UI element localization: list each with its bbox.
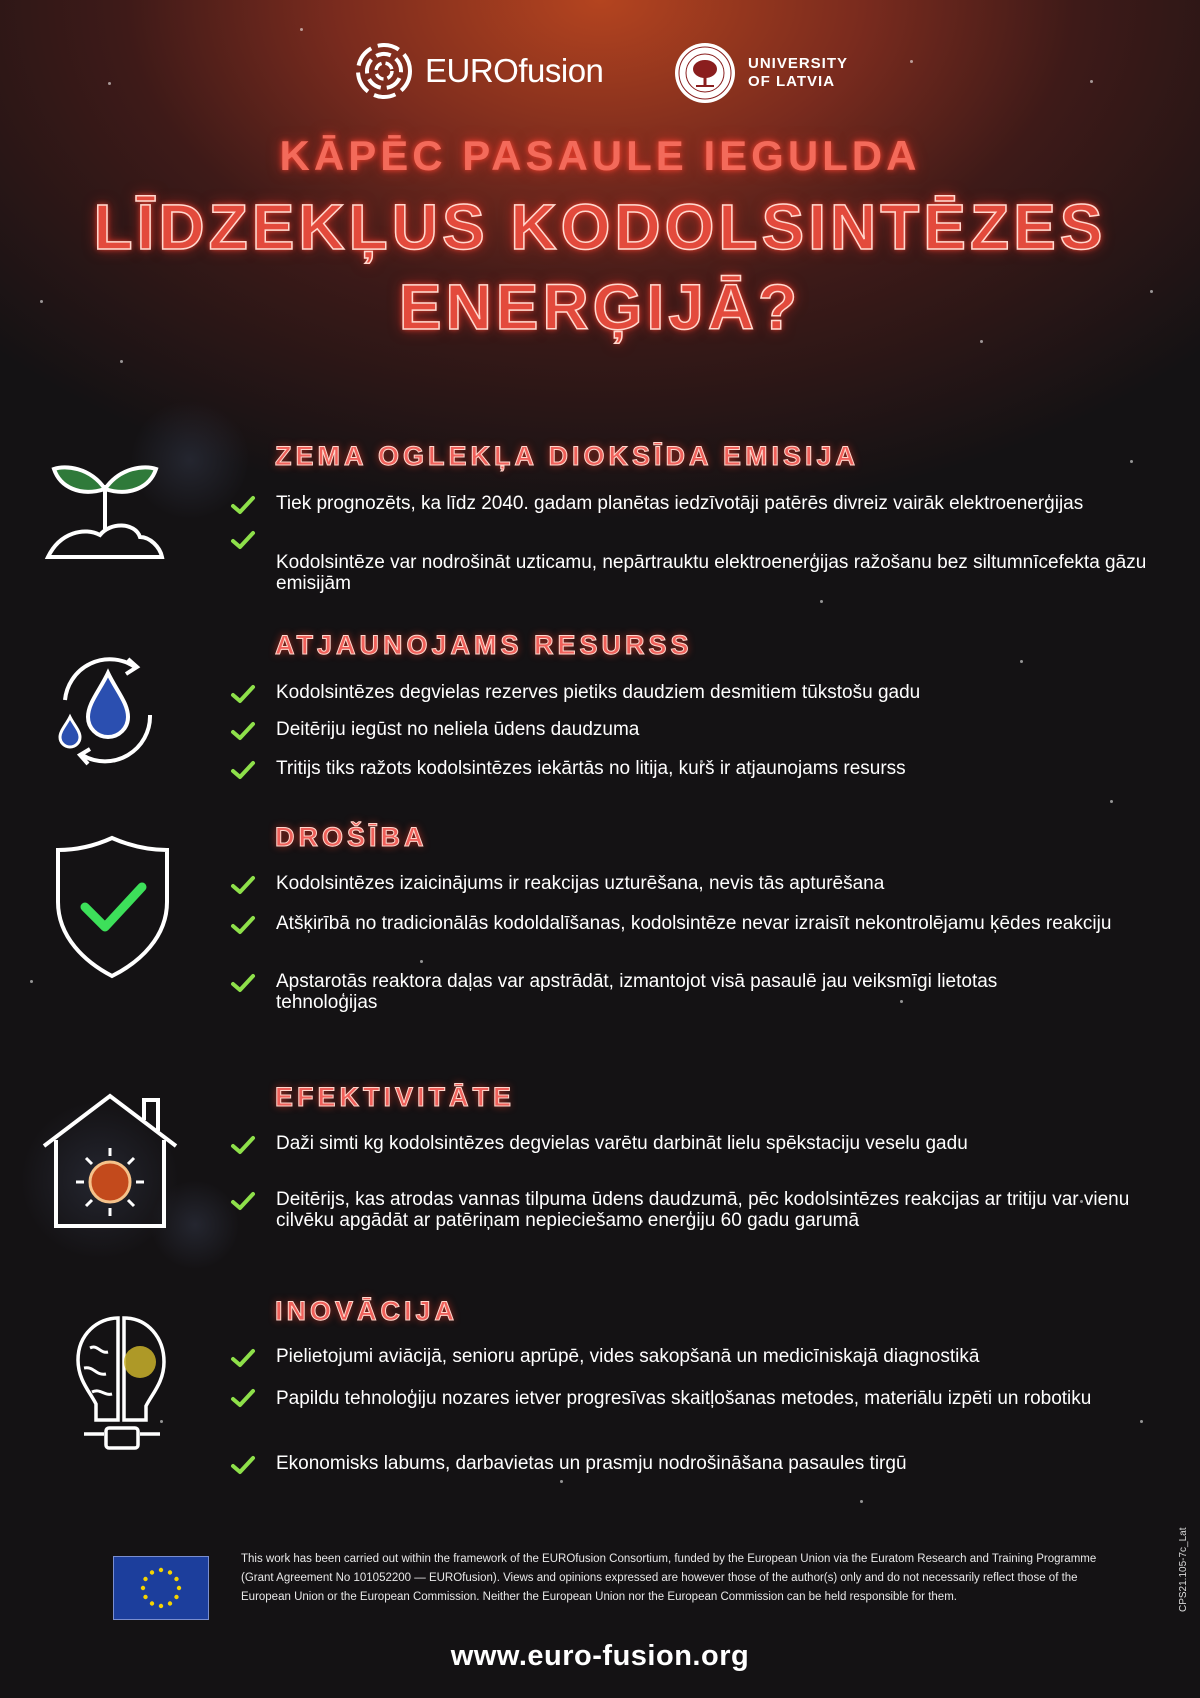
checkmark-icon xyxy=(230,1347,256,1369)
bullet-text: Kodolsintēzes izaicinājums ir reakcijas uzturēšana, nevis tās apturēšana xyxy=(276,873,885,894)
document-code: CPS21.105-7c_Lat xyxy=(1178,1527,1189,1612)
checkmark-icon xyxy=(230,494,256,516)
checkmark-icon xyxy=(230,1387,256,1409)
bullet-text: Daži simti kg kodolsintēzes degvielas varētu darbināt lielu spēkstaciju veselu gadu xyxy=(276,1133,968,1154)
sprout-icon xyxy=(40,437,190,572)
bullet-text: Deitērijs, kas atrodas vannas tilpuma ūdens daudzumā, pēc kodolsintēzes reakcijas ar tritiju var vienu cilvēku apgādāt ar patēriņam nepieciešamo enerģiju 60 gadu garumā xyxy=(276,1189,1130,1231)
section-heading: ZEMA OGLEKĻA DIOKSĪDA EMISIJA xyxy=(275,441,860,471)
checkmark-icon xyxy=(230,683,256,705)
section-heading: DROŠĪBA xyxy=(275,822,428,852)
bullet-text: Tritijs tiks ražots kodolsintēzes iekārtās no litija, kurš ir atjaunojams resurss xyxy=(276,758,906,779)
checkmark-icon xyxy=(230,529,256,551)
house-sun-icon xyxy=(40,1090,190,1235)
checkmark-icon xyxy=(230,759,256,781)
bullet-text: Pielietojumi aviācijā, senioru aprūpē, vides sakopšanā un medicīniskajā diagnostikā xyxy=(276,1346,980,1367)
bullet-item xyxy=(230,1133,1186,1156)
bullet-text: Ekonomisks labums, darbavietas un prasmju nodrošināšana pasaules tirgū xyxy=(276,1453,907,1474)
bullet-text: Atšķirībā no tradicionālās kodoldalīšanas, kodolsintēze nevar izraisīt nekontrolējamu ķēdes reakciju xyxy=(276,913,1112,934)
university-of-latvia-logo xyxy=(674,42,858,104)
bullet-item xyxy=(230,971,1036,1013)
website-link[interactable]: www.euro-fusion.org xyxy=(450,1640,750,1672)
section-heading: EFEKTIVITĀTE xyxy=(275,1082,516,1112)
shield-check-icon xyxy=(50,832,200,987)
bullet-item xyxy=(230,719,1186,742)
section-heading: INOVĀCIJA xyxy=(275,1296,459,1326)
checkmark-icon xyxy=(230,874,256,896)
eu-flag-icon xyxy=(113,1556,209,1620)
bullet-item xyxy=(230,493,1186,516)
title-line-2: LĪDZEKĻUS KODOLSINTĒZES xyxy=(93,191,1107,263)
bullet-text: Apstarotās reaktora daļas var apstrādāt, izmantojot visā pasaulē jau veiksmīgi lietotas tehnoloģijas xyxy=(276,971,998,1013)
eurofusion-logo xyxy=(355,42,603,100)
water-cycle-icon xyxy=(40,645,190,780)
eurofusion-mark-icon xyxy=(355,42,413,100)
checkmark-icon xyxy=(230,720,256,742)
funding-disclaimer: This work has been carried out within the framework of the EUROfusion Consortium, funded by the European Union via the Euratom Research and Training Programme (Grant Agreement No 101052200 — EUROfusion). Views and opinions expressed are however those of the author(s) only and do not necessarily reflect those of the European Union or the European Commission. Neither the European Union nor the European Commission can be held responsible for them. xyxy=(241,1553,1097,1603)
checkmark-icon xyxy=(230,972,256,994)
brain-bulb-icon xyxy=(70,1308,220,1473)
bullet-text: Tiek prognozēts, ka līdz 2040. gadam planētas iedzīvotāji patērēs divreiz vairāk elektroenerģijas xyxy=(276,493,1084,514)
checkmark-icon xyxy=(230,1190,256,1212)
bullet-text: Kodolsintēze var nodrošināt uzticamu, nepārtrauktu elektroenerģijas ražošanu bez siltumnīcefekta gāzu emisijām xyxy=(276,552,1147,594)
bullet-item xyxy=(230,682,1186,705)
university-logo-text: UNIVERSITY OF LATVIA xyxy=(748,55,849,90)
checkmark-icon xyxy=(230,1454,256,1476)
title-line-1: KĀPĒC PASAULE IEGULDA xyxy=(279,132,921,179)
bullet-item xyxy=(230,1189,1186,1231)
bullet-item xyxy=(230,1346,1186,1369)
title-line-3: ENERĢIJĀ? xyxy=(398,271,802,343)
header-logos xyxy=(0,42,1200,122)
bullet-text: Kodolsintēzes degvielas rezerves pietiks daudziem desmitiem tūkstošu gadu xyxy=(276,682,921,703)
bullet-item xyxy=(230,873,1186,896)
bullet-item xyxy=(230,1386,1186,1412)
eurofusion-logo-text: EUROfusion xyxy=(425,52,604,89)
bullet-item xyxy=(230,758,1186,781)
bullet-item xyxy=(230,552,1186,594)
university-seal-icon xyxy=(674,42,736,104)
bullet-item xyxy=(230,1453,1186,1476)
section-heading: ATJAUNOJAMS RESURSS xyxy=(275,630,693,660)
bullet-item xyxy=(230,913,1186,936)
bullet-text: Papildu tehnoloģiju nozares ietver progresīvas skaitļošanas metodes, materiālu izpēti un robotiku xyxy=(276,1388,1092,1409)
bullet-text: Deitēriju iegūst no neliela ūdens daudzuma xyxy=(276,719,640,740)
checkmark-icon xyxy=(230,1134,256,1156)
checkmark-icon xyxy=(230,914,256,936)
